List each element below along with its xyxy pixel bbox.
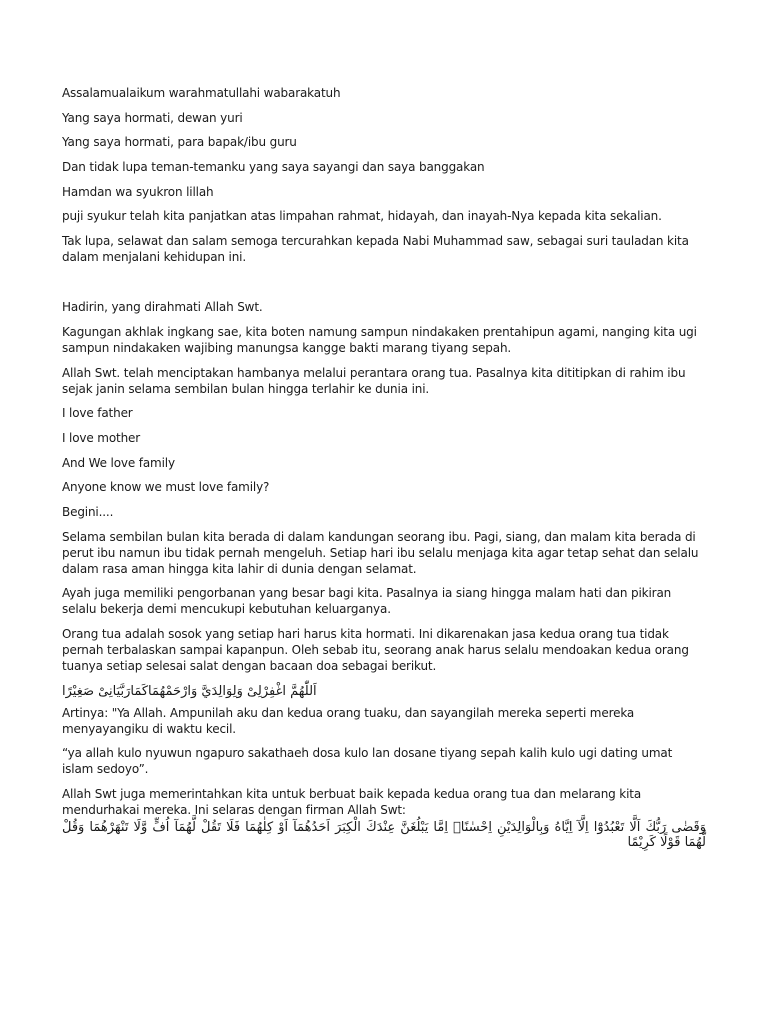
- javanese-prayer: “ya allah kulo nyuwun ngapuro sakathaeh dosa kulo lan dosane tiyang sepah kalih kulo ugi dating umat islam sedoyo”.: [62, 746, 673, 777]
- greeting-teachers: Yang saya hormati, para bapak/ibu guru: [62, 135, 297, 150]
- creation-paragraph: Allah Swt. telah menciptakan hambanya melalui perantara orang tua. Pasalnya kita dititipkan di rahim ibu sejak janin selama sembilan bulan hingga terlahir ke dunia ini.: [62, 365, 686, 396]
- javanese-paragraph: Kagungan akhlak ingkang sae, kita boten namung sampun nindakaken prentahipun agami, nanging kita ugi sampun nindakaken wajibing manungsa kangge bakti marang tiyang sepah.: [62, 324, 697, 355]
- arabic-verse: وَقَضٰى رَبُّكَ اَلَّا تَعْبُدُوْٓا اِلَّآ اِيَّاهُ وَبِالْوَالِدَيْنِ اِحْسٰنًاۗ اِمَّا يَبْلُغَنَّ عِنْدَكَ الْكِبَرَ اَحَدُهُمَآ اَوْ كِلٰهُمَا فَلَا تَقُلْ لَّهُمَآ اُفٍّ وَّلَا تَنْهَرْهُمَا وَقُلْ لَّهُمَا قَوْلًا كَرِيْمًا: [62, 820, 706, 851]
- greeting-jury: Yang saya hormati, dewan yuri: [62, 110, 243, 125]
- hamdalah-line: Hamdan wa syukron lillah: [62, 184, 214, 199]
- audience-address: Hadirin, yang dirahmati Allah Swt.: [62, 300, 263, 315]
- arabic-prayer: اَللّٰهُمَّ اغْفِرْلِىْ وَلِوَالِدَيَّ وَارْحَمْهُمَاكَمَارَبَّيَانِىْ صَغِيْرًا: [62, 683, 317, 699]
- mother-paragraph: Selama sembilan bulan kita berada di dalam kandungan seorang ibu. Pagi, siang, dan malam kita berada di perut ibu namun ibu tidak pernah mengeluh. Setiap hari ibu selalu menjaga kita agar tetap sehat dan selalu dalam rasa aman hingga kita lahir di dunia dengan selamat.: [62, 529, 699, 576]
- greeting-opening: Assalamualaikum warahmatullahi wabarakatuh: [62, 86, 341, 100]
- begini-line: Begini....: [62, 504, 114, 519]
- love-father-line: I love father: [62, 406, 133, 421]
- salawat-paragraph: Tak lupa, selawat dan salam semoga tercurahkan kepada Nabi Muhammad saw, sebagai suri tauladan kita dalam menjalani kehidupan ini.: [62, 234, 689, 265]
- father-paragraph: Ayah juga memiliki pengorbanan yang besar bagi kita. Pasalnya ia siang hingga malam hati dan pikiran selalu bekerja demi mencukupi kebutuhan keluarganya.: [62, 586, 672, 617]
- command-paragraph: Allah Swt juga memerintahkan kita untuk berbuat baik kepada kedua orang tua dan melarang kita mendurhakai mereka. Ini selaras dengan firman Allah Swt:: [62, 787, 642, 818]
- question-line: Anyone know we must love family?: [62, 480, 270, 495]
- love-family-line: And We love family: [62, 455, 175, 470]
- gratitude-paragraph: puji syukur telah kita panjatkan atas limpahan rahmat, hidayah, dan inayah-Nya kepada kita sekalian.: [62, 209, 662, 224]
- greeting-friends: Dan tidak lupa teman-temanku yang saya sayangi dan saya banggakan: [62, 160, 485, 175]
- document-page: [62, 85, 706, 850]
- love-mother-line: I love mother: [62, 430, 141, 445]
- parents-respect-paragraph: Orang tua adalah sosok yang setiap hari harus kita hormati. Ini dikarenakan jasa kedua orang tua tidak pernah terbalaskan sampai kapanpun. Oleh sebab itu, seorang anak harus selalu mendoakan kedua orang tuanya setiap selesai salat dengan bacaan doa sebagai berikut.: [62, 627, 689, 673]
- prayer-translation: Artinya: "Ya Allah. Ampunilah aku dan kedua orang tuaku, dan sayangilah mereka seperti mereka menyayangiku di waktu kecil.: [62, 705, 635, 736]
